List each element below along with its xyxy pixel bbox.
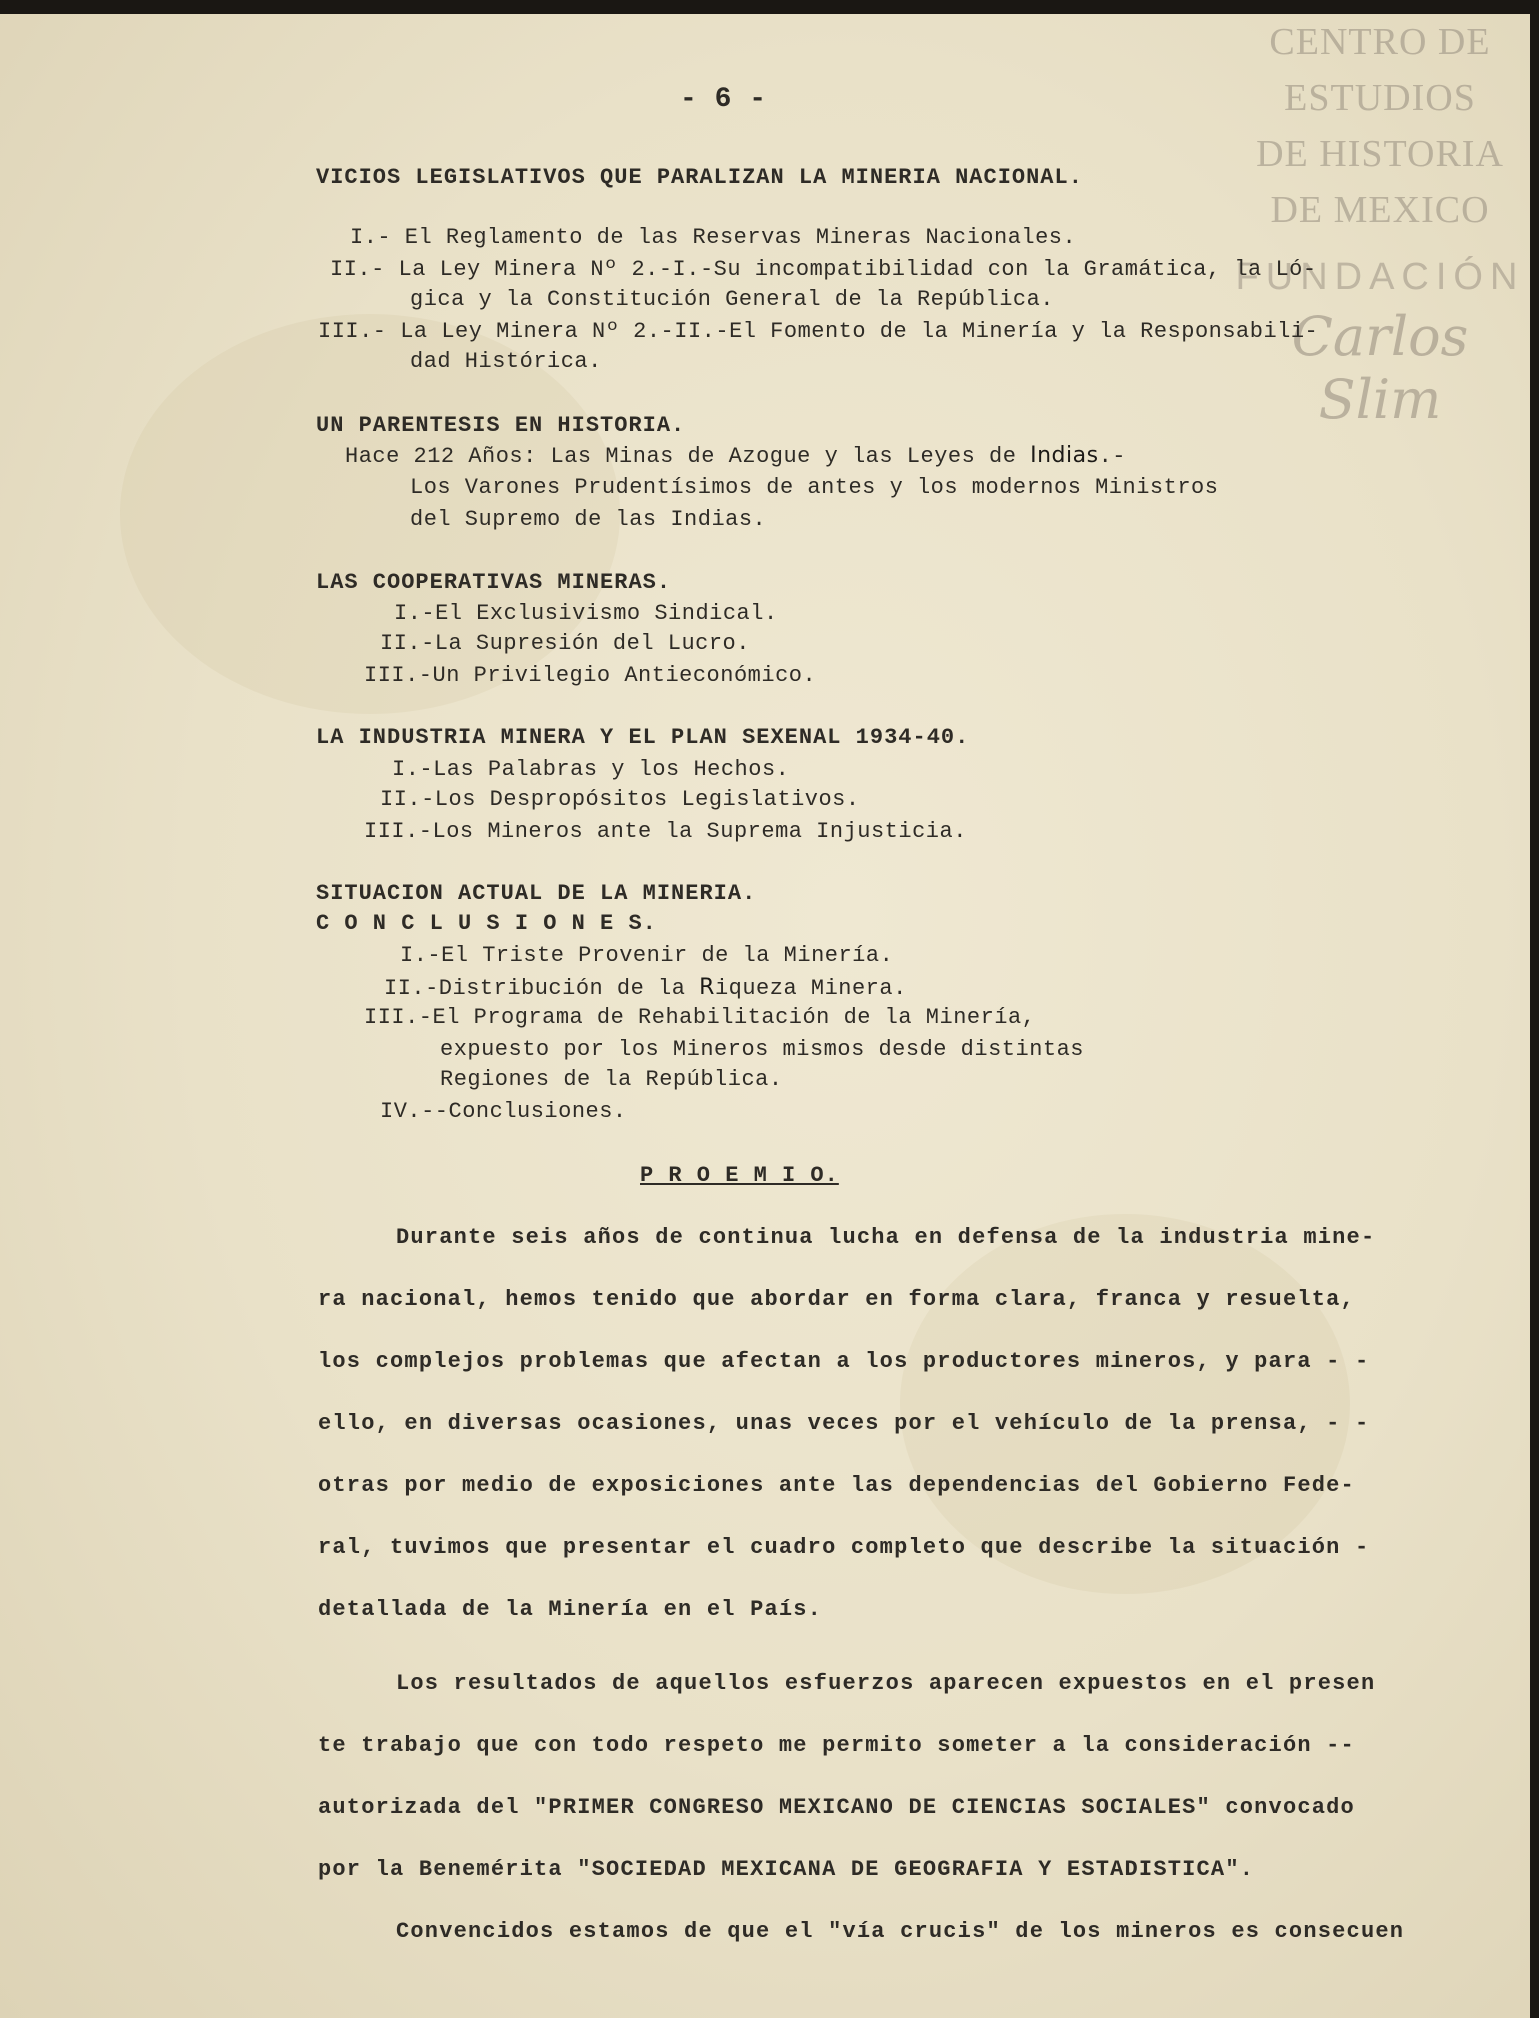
paragraph-line: Durante seis años de continua lucha en defensa de la industria mine- [396, 1225, 1376, 1250]
toc-item: I.-El Exclusivismo Sindical. [394, 601, 778, 626]
toc-item: II.-La Supresión del Lucro. [380, 631, 750, 656]
paragraph-line: otras por medio de exposiciones ante las dependencias del Gobierno Fede- [318, 1473, 1355, 1498]
proemio-title: P R O E M I O. [640, 1163, 839, 1188]
toc-item: II.- La Ley Minera Nº 2.-I.-Su incompatibilidad con la Gramática, la Ló- [330, 257, 1317, 282]
section-title: SITUACION ACTUAL DE LA MINERIA. [316, 881, 757, 906]
paragraph-line: ello, en diversas ocasiones, unas veces por el vehículo de la prensa, - - [318, 1411, 1370, 1436]
watermark-foundation: FUNDACIÓN [1235, 256, 1525, 298]
document-page [0, 14, 1530, 2018]
paragraph-line: ral, tuvimos que presentar el cuadro completo que describe la situación - [318, 1535, 1370, 1560]
toc-item-text: II.-Distribución de la [384, 976, 700, 1001]
toc-item: del Supremo de las Indias. [410, 507, 767, 532]
paragraph-line: por la Benemérita "SOCIEDAD MEXICANA DE GEOGRAFIA Y ESTADISTICA". [318, 1857, 1255, 1882]
paragraph-line: los complejos problemas que afectan a los productores mineros, y para - - [318, 1349, 1370, 1374]
section-title: VICIOS LEGISLATIVOS QUE PARALIZAN LA MINERIA NACIONAL. [316, 165, 1083, 190]
toc-item: I.-Las Palabras y los Hechos. [392, 757, 790, 782]
toc-item-text: .- [1098, 444, 1126, 469]
paragraph-line: te trabajo que con todo respeto me permito someter a la consideración -- [318, 1733, 1355, 1758]
toc-item [345, 442, 1126, 471]
paragraph-line: Convencidos estamos de que el "vía crucis" de los mineros es consecuen [396, 1919, 1405, 1944]
handwritten-correction: Indias [1030, 443, 1099, 468]
section-title: LA INDUSTRIA MINERA Y EL PLAN SEXENAL 1934-40. [316, 725, 970, 750]
toc-item: Regiones de la República. [440, 1067, 783, 1092]
toc-item: gica y la Constitución General de la República. [410, 287, 1055, 312]
toc-item: II.-Los Despropósitos Legislativos. [380, 787, 860, 812]
toc-item: I.- El Reglamento de las Reservas Mineras Nacionales. [350, 225, 1077, 250]
paragraph-line: Los resultados de aquellos esfuerzos aparecen expuestos en el presen [396, 1671, 1376, 1696]
paragraph-line: ra nacional, hemos tenido que abordar en forma clara, franca y resuelta, [318, 1287, 1355, 1312]
toc-item-text: Hace 212 Años: Las Minas de Azogue y las Leyes de [345, 444, 1031, 469]
section-title: LAS COOPERATIVAS MINERAS. [316, 570, 672, 595]
toc-item: dad Histórica. [410, 349, 602, 374]
toc-item: III.-Los Mineros ante la Suprema Injusticia. [364, 819, 967, 844]
toc-item: III.-Un Privilegio Antieconómico. [364, 663, 817, 688]
watermark-line: DE MEXICO [1270, 189, 1490, 231]
toc-item [384, 974, 907, 1003]
paragraph-line: autorizada del "PRIMER CONGRESO MEXICANO DE CIENCIAS SOCIALES" convocado [318, 1795, 1355, 1820]
handwritten-correction: R [699, 975, 715, 1000]
watermark-line: ESTUDIOS [1284, 77, 1476, 119]
page-number: - 6 - [680, 84, 767, 115]
section-title: UN PARENTESIS EN HISTORIA. [316, 413, 686, 438]
toc-item: I.-El Triste Provenir de la Minería. [400, 943, 894, 968]
toc-item-text: iqueza Minera. [714, 976, 907, 1001]
toc-item: IV.--Conclusiones. [380, 1099, 627, 1124]
section-subtitle: C O N C L U S I O N E S. [316, 911, 657, 936]
toc-item: Los Varones Prudentísimos de antes y los modernos Ministros [410, 475, 1219, 500]
toc-item: expuesto por los Mineros mismos desde distintas [440, 1037, 1085, 1062]
paragraph-line: detallada de la Minería en el País. [318, 1597, 823, 1622]
watermark-line: CENTRO DE [1269, 21, 1491, 63]
watermark-line: DE HISTORIA [1256, 133, 1504, 175]
watermark-signature: Carlos Slim [1291, 305, 1469, 431]
toc-item: III.- La Ley Minera Nº 2.-II.-El Fomento de la Minería y la Responsabili- [318, 319, 1319, 344]
toc-item: III.-El Programa de Rehabilitación de la Minería, [364, 1005, 1036, 1030]
